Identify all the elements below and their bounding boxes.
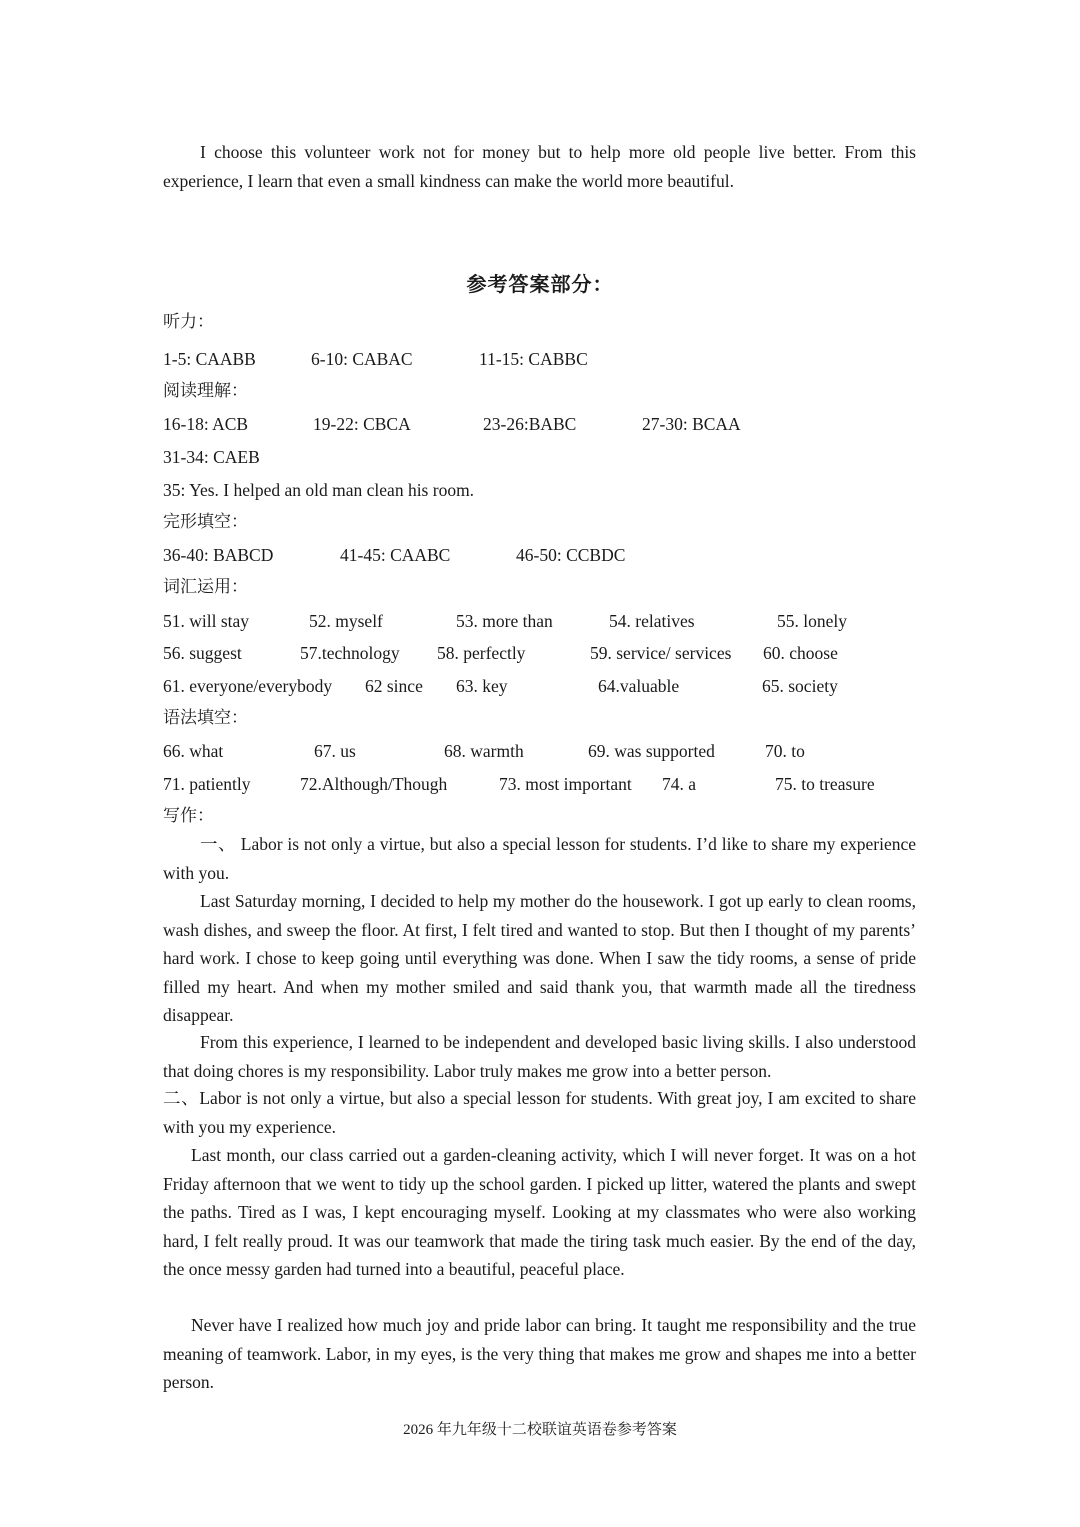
answer-item: 53. more than (456, 611, 553, 631)
essay1-paragraph-2: Last Saturday morning, I decided to help my mother do the housework. I got up early to clean rooms, wash dishes, and sweep the floor. At first, I felt tired and wanted to stop. But then I thought of my parents’ hard work. I chose to keep going until everything was done. When I saw the tidy rooms, a sense of pride filled my heart. And when my mother smiled and said thank you, that warmth made all the tiredness disappear. (163, 891, 916, 1025)
answer-item: 63. key (456, 676, 508, 696)
answer-item: 74. a (662, 774, 697, 794)
reading-answer-35 (163, 478, 963, 502)
answer-item: 31-34: CAEB (163, 447, 260, 467)
answer-item: 61. everyone/everybody (163, 676, 333, 696)
answer-item: 36-40: BABCD (163, 545, 274, 565)
essay1-paragraph-1: 一、 Labor is not only a virtue, but also a special lesson for students. I’d like to share my experience with you. (163, 834, 916, 883)
answer-item: 57.technology (300, 643, 400, 663)
answer-item: 35: Yes. I helped an old man clean his room. (163, 480, 475, 500)
answer-item: 27-30: BCAA (642, 414, 741, 434)
answer-item: 55. lonely (777, 611, 847, 631)
answer-item: 67. us (314, 741, 356, 761)
answer-item: 11-15: CABBC (479, 349, 588, 369)
vocab-answers-row3 (163, 674, 963, 698)
listening-answers (163, 347, 963, 371)
cloze-answers (163, 543, 963, 567)
answer-item: 41-45: CAABC (340, 545, 451, 565)
answer-item: 6-10: CABAC (311, 349, 413, 369)
answer-item: 1-5: CAABB (163, 349, 256, 369)
answer-item: 72.Although/Though (300, 774, 448, 794)
answer-item: 71. patiently (163, 774, 251, 794)
answer-item: 65. society (762, 676, 838, 696)
grammar-answers-row2 (163, 772, 963, 796)
answer-item: 54. relatives (609, 611, 695, 631)
essay1-paragraph-3: From this experience, I learned to be independent and developed basic living skills. I also understood that doing chores is my responsibility. Labor truly makes me grow into a better person. (163, 1032, 916, 1081)
answer-item: 51. will stay (163, 611, 250, 631)
page-footer: 2026 年九年级十二校联谊英语卷参考答案 (403, 1422, 677, 1438)
answer-item: 66. what (163, 741, 224, 761)
section-heading-cloze: 完形填空： (163, 512, 248, 532)
answer-item: 64.valuable (598, 676, 680, 696)
reading-answers-row1 (163, 412, 963, 436)
answer-item: 68. warmth (444, 741, 524, 761)
answer-item: 23-26:BABC (483, 414, 577, 434)
essay2-paragraph-2: Last month, our class carried out a garden-cleaning activity, which I will never forget. It was on a hot Friday afternoon that we went to tidy up the school garden. I picked up litter, watered the plants and swept the paths. Tired as I was, I kept encouraging myself. Looking at my classmates who were also working hard, I felt really proud. It was our teamwork that made the tiring task much easier. By the end of the day, the once messy garden had turned into a beautiful, peaceful place. (163, 1145, 916, 1279)
answer-item: 56. suggest (163, 643, 242, 663)
vocab-answers-row2 (163, 641, 963, 665)
section-heading-vocab: 词汇运用： (163, 577, 248, 597)
essay2-paragraph-1: 二、Labor is not only a virtue, but also a special lesson for students. With great joy, I am excited to share with you my experience. (163, 1088, 916, 1137)
answer-item: 75. to treasure (775, 774, 875, 794)
page-title: 参考答案部分： (466, 272, 614, 296)
section-heading-grammar: 语法填空： (163, 708, 248, 728)
answer-item: 58. perfectly (437, 643, 526, 663)
answer-item: 69. was supported (588, 741, 715, 761)
answer-item: 60. choose (763, 643, 838, 663)
intro-paragraph: I choose this volunteer work not for money but to help more old people live better. From this experience, I learn that even a small kindness can make the world more beautiful. (163, 142, 916, 191)
answer-item: 19-22: CBCA (313, 414, 411, 434)
answer-item: 73. most important (499, 774, 632, 794)
answer-item: 62 since (365, 676, 423, 696)
answer-item: 16-18: ACB (163, 414, 249, 434)
essay2-paragraph-3: Never have I realized how much joy and pride labor can bring. It taught me responsibility and the true meaning of teamwork. Labor, in my eyes, is the very thing that makes me grow and shapes me into a better person. (163, 1315, 916, 1392)
reading-answers-row2 (163, 445, 963, 469)
section-heading-reading: 阅读理解： (163, 381, 248, 401)
answer-item: 59. service/ services (590, 643, 732, 663)
vocab-answers-row1 (163, 609, 963, 633)
answer-item: 52. myself (309, 611, 383, 631)
section-heading-writing: 写作： (163, 806, 214, 826)
section-heading-listening: 听力： (163, 312, 214, 332)
grammar-answers-row1 (163, 739, 963, 763)
answer-item: 70. to (765, 741, 805, 761)
answer-item: 46-50: CCBDC (516, 545, 626, 565)
